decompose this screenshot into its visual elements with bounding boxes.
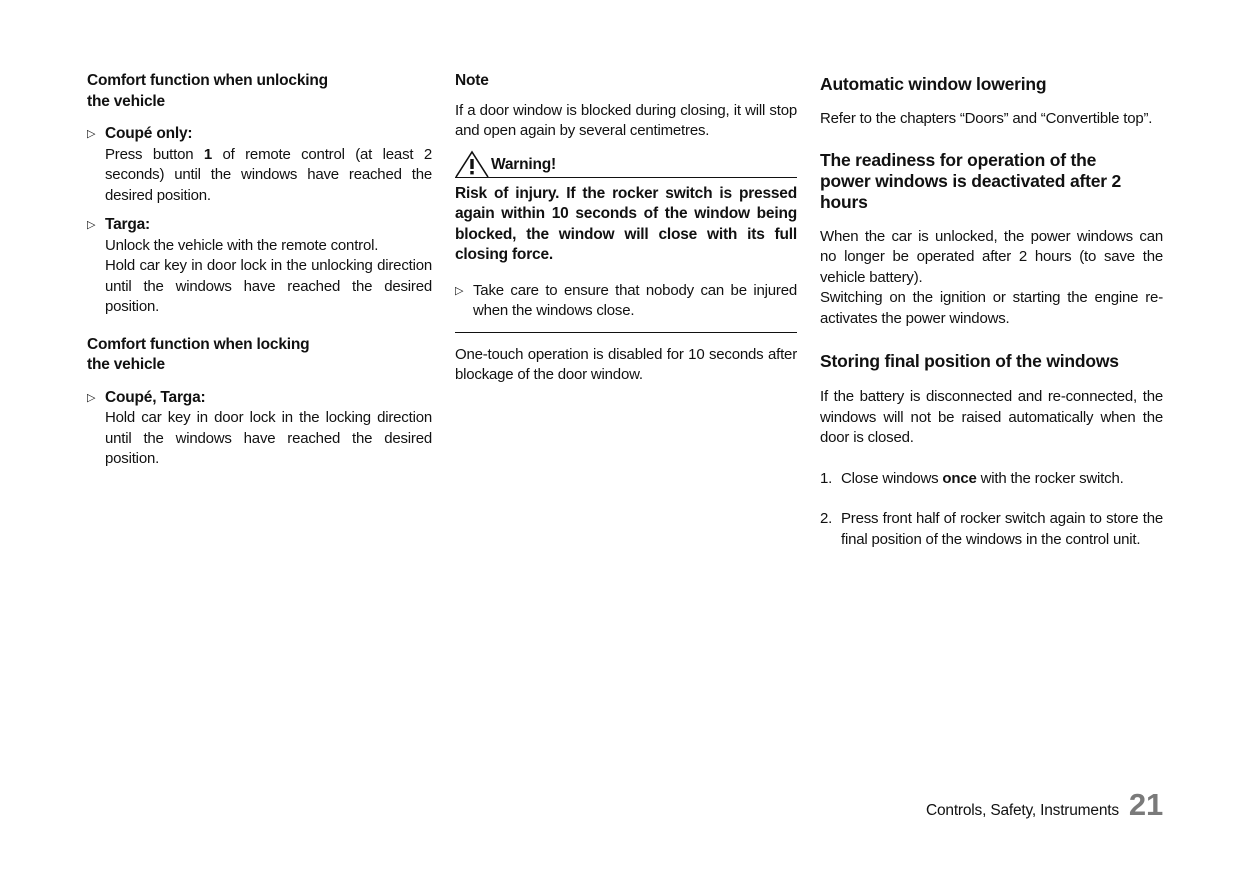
step-number: 1. (820, 469, 833, 487)
step-text: Press front half of rocker switch again to store the final position of the windows in the control unit. (841, 510, 1163, 548)
paragraph: Switching on the ignition or starting the engine re-activates the power windows. (820, 289, 1163, 327)
warning-title: Warning! (491, 156, 556, 173)
triangle-right-icon: ▷ (87, 391, 96, 404)
bullet-text: Unlock the vehicle with the remote control. (105, 236, 379, 254)
section-heading: The readiness for operation of the power windows is deactivated after 2 hours (820, 149, 1122, 212)
warning-divider (455, 332, 797, 333)
warning-bullet (455, 281, 797, 322)
section-name: Controls, Safety, Instruments (925, 802, 1119, 819)
bullet-title: Coupé, Targa: (105, 388, 206, 406)
bullet-coupe (87, 124, 432, 206)
section-heading: Storing final position of the windows (820, 351, 1119, 371)
paragraph: When the car is unlocked, the power windows can no longer be operated after 2 hours (to save the vehicle battery). (820, 227, 1163, 286)
warning-header (455, 150, 797, 177)
bullet-text: Hold car key in door lock in the locking direction until the windows have reached the desired position. (105, 409, 432, 467)
bullet-text: Press button 1 of remote control (at least 2 seconds) until the windows have reached the desired position. (105, 145, 432, 204)
heading-line: the vehicle (87, 356, 165, 373)
note-text: If a door window is blocked during closing, it will stop and open again by several centimetres. (455, 101, 797, 139)
column-2 (455, 71, 797, 386)
bullet-text: Hold car key in door lock in the unlocking direction until the windows have reached the desired position. (105, 257, 432, 315)
section-heading: Automatic window lowering (820, 74, 1047, 94)
warning-triangle-icon (455, 150, 489, 177)
footer (925, 787, 1163, 822)
bullet-text: Take care to ensure that nobody can be injured when the windows close. (473, 281, 797, 319)
section-automatic-lowering (820, 74, 1163, 130)
heading-line: the vehicle (87, 92, 165, 110)
bullet-targa (87, 215, 432, 318)
heading-comfort-unlocking (87, 71, 432, 112)
step-number: 2. (820, 510, 833, 527)
page-number: 21 (1128, 787, 1163, 822)
section-storing (820, 351, 1163, 550)
bullet-title: Targa: (105, 216, 151, 233)
heading-line: Comfort function when locking (87, 335, 310, 353)
note (455, 71, 797, 142)
column-3 (820, 74, 1163, 550)
triangle-right-icon: ▷ (87, 219, 96, 231)
note-title: Note (455, 72, 489, 89)
step-1 (820, 469, 1163, 490)
bullet-title: Coupé only: (105, 125, 193, 142)
warning-text: Risk of injury. If the rocker switch is pressed again within 10 seconds of the window being blocked, the window will close with its full closing force. (455, 184, 797, 263)
bullet-coupe-targa (87, 388, 432, 470)
section-readiness (820, 150, 1163, 330)
warning-box (455, 150, 797, 386)
heading-comfort-locking (87, 335, 432, 376)
paragraph: If the battery is disconnected and re-connected, the windows will not be raised automatically when the door is closed. (820, 388, 1163, 446)
step-2 (820, 509, 1163, 550)
heading-line: Comfort function when unlocking (87, 72, 328, 89)
column-1 (87, 71, 432, 470)
step-text: Close windows once with the rocker switch. (841, 469, 1124, 487)
paragraph: Refer to the chapters “Doors” and “Convertible top”. (820, 110, 1153, 127)
note-text: One-touch operation is disabled for 10 seconds after blockage of the door window. (455, 345, 797, 383)
warning-divider (455, 177, 797, 178)
triangle-right-icon: ▷ (455, 284, 464, 297)
triangle-right-icon: ▷ (87, 128, 96, 140)
